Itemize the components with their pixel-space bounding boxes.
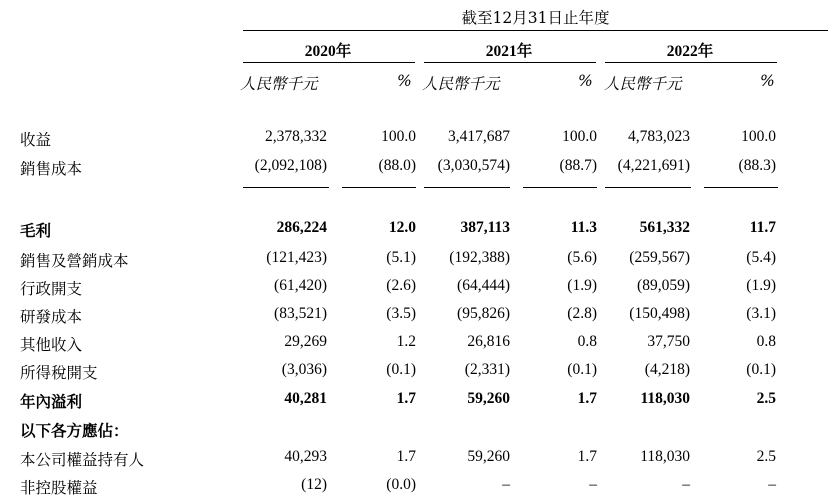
cell-amount-2020: (121,423) [266, 249, 327, 266]
cell-amount-2020: (3,036) [281, 361, 327, 378]
cell-pct-2021: – [589, 476, 597, 493]
cell-pct-2021: 1.7 [577, 390, 597, 407]
cell-amount-2020: (61,420) [274, 277, 327, 294]
cell-pct-2020: 12.0 [388, 219, 416, 236]
subtotal-rule [605, 187, 691, 188]
row-label: 銷售及營銷成本 [20, 252, 129, 270]
cell-pct-2021: 0.8 [577, 333, 597, 350]
row-label: 年內溢利 [20, 392, 83, 411]
unit-label-2022: 人民幣千元 [604, 75, 682, 93]
cell-pct-2021: 11.3 [570, 219, 597, 236]
year-rule-2021 [424, 62, 596, 63]
cell-pct-2020: 1.7 [396, 390, 416, 407]
cell-pct-2022: – [768, 476, 776, 493]
cell-amount-2021: 26,816 [467, 333, 510, 350]
cell-pct-2020: (0.0) [386, 476, 416, 493]
cell-pct-2022: 100.0 [741, 128, 776, 145]
cell-pct-2021: (5.6) [567, 249, 597, 266]
cell-pct-2020: (5.1) [386, 249, 416, 266]
cell-pct-2021: (0.1) [567, 361, 597, 378]
cell-amount-2022: (150,498) [629, 305, 690, 322]
cell-pct-2020: (88.0) [378, 157, 416, 174]
cell-amount-2022: (89,059) [637, 277, 690, 294]
cell-amount-2022: 37,750 [647, 333, 690, 350]
cell-pct-2020: (3.5) [386, 305, 416, 322]
cell-amount-2022: (4,221,691) [617, 157, 690, 174]
row-label: 所得稅開支 [20, 364, 98, 382]
cell-amount-2022: 118,030 [640, 390, 690, 407]
cell-pct-2020: 1.7 [396, 448, 416, 465]
subtotal-rule [424, 187, 510, 188]
cell-pct-2022: 11.7 [749, 219, 776, 236]
cell-pct-2022: (88.3) [738, 157, 776, 174]
year-2022: 2022年 [666, 43, 714, 60]
subtotal-rule [243, 187, 329, 188]
cell-pct-2021: 1.7 [577, 448, 597, 465]
cell-amount-2020: 2,378,332 [265, 128, 327, 145]
row-label: 其他收入 [20, 336, 83, 354]
subtotal-rule [342, 187, 416, 188]
unit-label-2020: 人民幣千元 [240, 75, 318, 93]
cell-pct-2022: (3.1) [746, 305, 776, 322]
cell-amount-2021: (64,444) [457, 277, 510, 294]
cell-amount-2021: – [502, 476, 510, 493]
row-label: 本公司權益持有人 [20, 451, 145, 469]
cell-pct-2022: (1.9) [746, 277, 776, 294]
cell-amount-2020: (12) [301, 476, 327, 493]
cell-amount-2021: 387,113 [460, 219, 510, 236]
cell-amount-2021: 59,260 [467, 448, 510, 465]
cell-pct-2022: (0.1) [746, 361, 776, 378]
pct-label-2020: % [397, 72, 412, 90]
cell-pct-2022: 2.5 [756, 448, 776, 465]
cell-pct-2020: (2.6) [386, 277, 416, 294]
cell-pct-2020: (0.1) [386, 361, 416, 378]
row-label: 以下各方應佔： [20, 421, 129, 440]
cell-amount-2022: 118,030 [640, 448, 690, 465]
cell-pct-2021: 100.0 [562, 128, 597, 145]
year-rule-2020 [243, 62, 415, 63]
subtotal-rule [523, 187, 597, 188]
cell-amount-2022: 4,783,023 [628, 128, 690, 145]
cell-amount-2021: (2,331) [464, 361, 510, 378]
pct-label-2022: % [760, 72, 775, 90]
cell-pct-2022: (5.4) [746, 249, 776, 266]
row-label: 行政開支 [20, 280, 83, 298]
year-2021: 2021年 [485, 43, 533, 60]
cell-amount-2020: 40,293 [284, 448, 327, 465]
cell-pct-2020: 1.2 [396, 333, 416, 350]
period-header: 截至12月31日止年度 [461, 9, 610, 27]
cell-pct-2022: 0.8 [756, 333, 776, 350]
cell-amount-2020: (83,521) [274, 305, 327, 322]
cell-amount-2020: (2,092,108) [254, 157, 327, 174]
pct-label-2021: % [578, 72, 593, 90]
row-label: 收益 [20, 131, 52, 149]
cell-amount-2020: 29,269 [284, 333, 327, 350]
cell-amount-2020: 286,224 [276, 219, 327, 236]
cell-amount-2020: 40,281 [284, 390, 327, 407]
cell-amount-2021: (3,030,574) [437, 157, 510, 174]
cell-amount-2021: 59,260 [467, 390, 510, 407]
cell-pct-2021: (88.7) [559, 157, 597, 174]
unit-label-2021: 人民幣千元 [422, 75, 500, 93]
row-label: 銷售成本 [20, 160, 83, 178]
cell-amount-2022: (4,218) [644, 361, 690, 378]
cell-amount-2021: (192,388) [449, 249, 510, 266]
cell-pct-2022: 2.5 [756, 390, 776, 407]
cell-amount-2021: 3,417,687 [448, 128, 510, 145]
cell-amount-2022: (259,567) [629, 249, 690, 266]
row-label: 非控股權益 [20, 479, 98, 497]
header-rule [243, 30, 828, 31]
row-label: 毛利 [20, 221, 52, 240]
cell-amount-2021: (95,826) [457, 305, 510, 322]
cell-amount-2022: – [682, 476, 690, 493]
row-label: 研發成本 [20, 308, 83, 326]
year-rule-2022 [605, 62, 777, 63]
subtotal-rule [704, 187, 778, 188]
cell-amount-2022: 561,332 [639, 219, 690, 236]
year-2020: 2020年 [304, 43, 352, 60]
cell-pct-2021: (1.9) [567, 277, 597, 294]
cell-pct-2021: (2.8) [567, 305, 597, 322]
cell-pct-2020: 100.0 [381, 128, 416, 145]
